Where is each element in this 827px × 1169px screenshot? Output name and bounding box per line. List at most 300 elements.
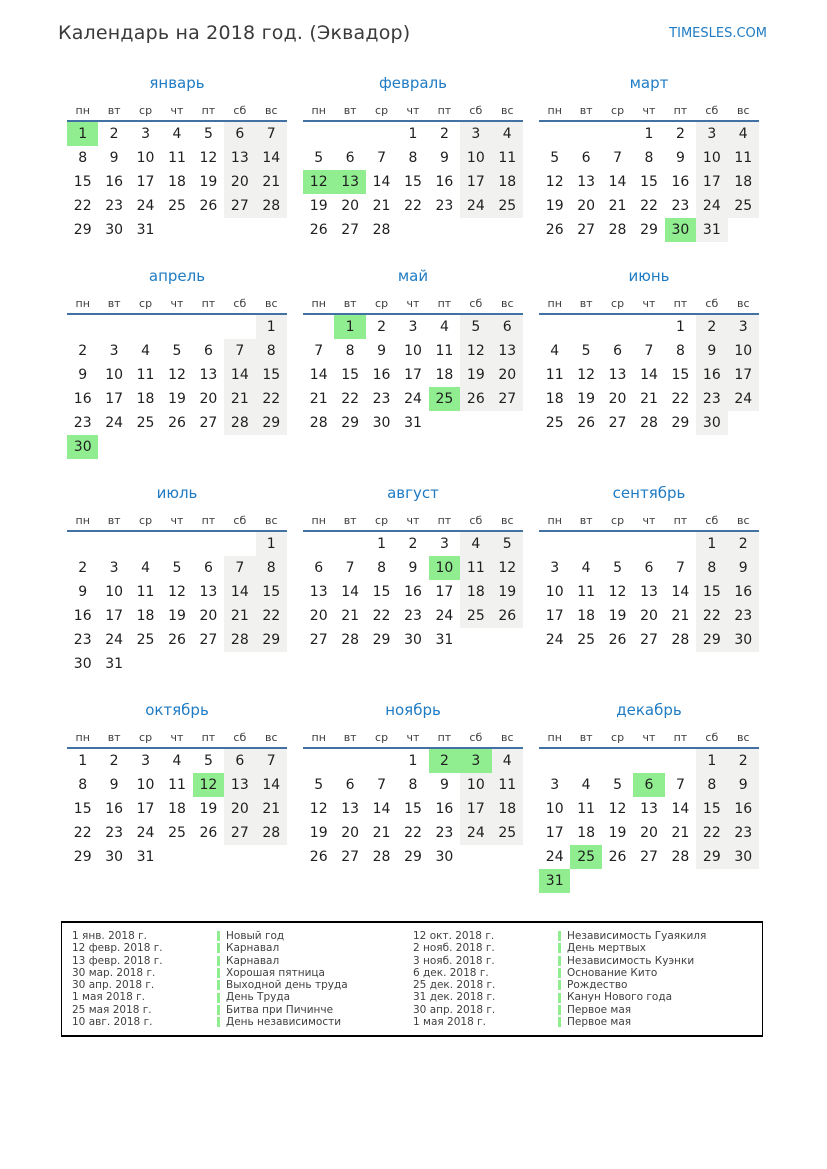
day-cell: 27 xyxy=(341,222,360,238)
empty-cell xyxy=(728,411,759,435)
legend-holiday-name xyxy=(558,967,657,979)
empty-cell xyxy=(334,531,365,556)
empty-cell xyxy=(492,411,523,435)
empty-cell xyxy=(633,531,664,556)
day-cell: 23 xyxy=(671,198,690,214)
day-cell: 21 xyxy=(256,797,287,821)
day-cell: 11 xyxy=(577,584,596,600)
month-title: январь xyxy=(149,74,205,92)
day-cell: 19 xyxy=(608,825,627,841)
day-cell: 23 xyxy=(435,198,454,214)
month-block xyxy=(303,484,523,652)
day-cell: 5 xyxy=(613,560,623,576)
weekday-header: пн xyxy=(67,100,98,121)
empty-cell xyxy=(256,218,287,242)
day-cell: 7 xyxy=(377,150,387,166)
day-cell: 24 xyxy=(105,415,124,431)
weekday-header: пт xyxy=(665,293,696,314)
empty-cell xyxy=(303,531,334,556)
day-cell: 30 xyxy=(435,849,454,865)
day-cell: 8 xyxy=(644,150,654,166)
day-cell: 12 xyxy=(545,174,564,190)
holiday-marker-icon xyxy=(558,943,561,953)
day-cell: 1 xyxy=(408,753,418,769)
empty-cell xyxy=(728,869,759,893)
day-cell: 12 xyxy=(168,584,186,600)
day-cell: 28 xyxy=(608,222,627,238)
day-cell: 31 xyxy=(435,632,454,648)
empty-cell xyxy=(224,531,255,556)
day-cell: 18 xyxy=(728,170,759,194)
day-cell: 8 xyxy=(78,150,88,166)
day-cell: 6 xyxy=(203,343,213,359)
day-cell: 26 xyxy=(492,604,523,628)
day-cell: 18 xyxy=(460,580,491,604)
day-cell: 12 xyxy=(303,170,334,194)
week-row xyxy=(539,869,759,893)
weekday-header: ср xyxy=(366,510,397,531)
empty-cell xyxy=(334,748,365,773)
day-cell: 25 xyxy=(429,387,460,411)
day-cell: 12 xyxy=(492,556,523,580)
day-cell: 14 xyxy=(372,801,391,817)
day-cell: 8 xyxy=(256,339,287,363)
week-row xyxy=(539,411,759,435)
legend-column-right xyxy=(413,930,754,1028)
week-row xyxy=(303,146,523,170)
day-cell: 5 xyxy=(172,560,182,576)
day-cell: 29 xyxy=(256,628,287,652)
day-cell: 2 xyxy=(728,531,759,556)
empty-cell xyxy=(224,314,255,339)
holiday-marker-icon xyxy=(217,980,220,990)
day-cell: 18 xyxy=(492,797,523,821)
day-cell: 19 xyxy=(168,608,186,624)
day-cell: 28 xyxy=(640,415,658,431)
day-cell: 19 xyxy=(545,198,564,214)
day-cell: 14 xyxy=(372,174,391,190)
week-row xyxy=(539,121,759,146)
day-cell: 11 xyxy=(460,556,491,580)
legend-date: 12 окт. 2018 г. xyxy=(413,930,495,942)
week-row xyxy=(303,821,523,845)
legend-row xyxy=(413,967,754,979)
day-cell: 4 xyxy=(550,343,560,359)
day-cell: 7 xyxy=(613,150,623,166)
day-cell: 21 xyxy=(309,391,328,407)
empty-cell xyxy=(460,628,491,652)
day-cell: 15 xyxy=(73,174,92,190)
weekday-header: вс xyxy=(728,510,759,531)
day-cell: 31 xyxy=(105,656,124,672)
day-cell: 21 xyxy=(256,170,287,194)
holiday-marker-icon xyxy=(558,980,561,990)
week-row xyxy=(539,314,759,339)
legend-holiday-label: Рождество xyxy=(567,979,628,992)
empty-cell xyxy=(696,869,727,893)
empty-cell xyxy=(224,845,255,869)
day-cell: 31 xyxy=(539,869,570,893)
month-calendar xyxy=(303,293,523,435)
weekday-header: вс xyxy=(728,293,759,314)
week-row xyxy=(539,218,759,242)
month-calendar xyxy=(539,510,759,652)
weekday-header: чт xyxy=(633,100,664,121)
weekday-header: вт xyxy=(570,100,601,121)
weekday-header: пн xyxy=(539,727,570,748)
day-cell: 20 xyxy=(608,391,627,407)
week-row xyxy=(67,194,287,218)
day-cell: 6 xyxy=(644,560,654,576)
weekday-header: сб xyxy=(696,293,727,314)
day-cell: 10 xyxy=(136,777,155,793)
weekday-header: ср xyxy=(130,293,161,314)
week-row xyxy=(67,218,287,242)
day-cell: 12 xyxy=(608,801,627,817)
day-cell: 6 xyxy=(224,121,255,146)
week-row xyxy=(303,387,523,411)
day-cell: 4 xyxy=(581,777,591,793)
day-cell: 13 xyxy=(608,367,627,383)
day-cell: 25 xyxy=(570,845,601,869)
month-title: сентябрь xyxy=(612,484,686,502)
day-cell: 14 xyxy=(309,367,328,383)
day-cell: 8 xyxy=(696,773,727,797)
week-row xyxy=(539,821,759,845)
day-cell: 18 xyxy=(168,801,186,817)
legend-holiday-label: Выходной день труда xyxy=(226,979,348,992)
legend-row xyxy=(72,1004,413,1016)
empty-cell xyxy=(224,218,255,242)
legend-holiday-name xyxy=(217,930,284,942)
day-cell: 27 xyxy=(199,415,218,431)
day-cell: 5 xyxy=(613,777,623,793)
day-cell: 8 xyxy=(256,556,287,580)
day-cell: 30 xyxy=(696,411,727,435)
day-cell: 23 xyxy=(696,387,727,411)
week-row xyxy=(303,194,523,218)
day-cell: 6 xyxy=(345,777,355,793)
week-row xyxy=(539,797,759,821)
day-cell: 22 xyxy=(671,391,690,407)
month-block xyxy=(303,74,523,242)
day-cell: 23 xyxy=(105,198,124,214)
day-cell: 30 xyxy=(372,415,391,431)
week-row xyxy=(303,170,523,194)
legend-date: 3 нояб. 2018 г. xyxy=(413,954,495,967)
week-row xyxy=(303,604,523,628)
month-block xyxy=(67,484,287,676)
day-cell: 6 xyxy=(203,560,213,576)
day-cell: 9 xyxy=(728,556,759,580)
day-cell: 21 xyxy=(608,198,627,214)
day-cell: 16 xyxy=(696,363,727,387)
weekday-header: чт xyxy=(633,293,664,314)
holiday-marker-icon xyxy=(217,968,220,978)
legend-holiday-label: Хорошая пятница xyxy=(226,966,325,979)
day-cell: 6 xyxy=(581,150,591,166)
month-block xyxy=(539,701,759,893)
day-cell: 25 xyxy=(136,632,155,648)
week-row xyxy=(67,387,287,411)
day-cell: 3 xyxy=(550,777,560,793)
day-cell: 24 xyxy=(404,391,422,407)
weekday-header: вт xyxy=(334,100,365,121)
day-cell: 28 xyxy=(256,194,287,218)
day-cell: 24 xyxy=(728,387,759,411)
legend-date: 30 мар. 2018 г. xyxy=(72,966,156,979)
day-cell: 8 xyxy=(408,150,418,166)
day-cell: 25 xyxy=(492,821,523,845)
day-cell: 14 xyxy=(608,174,627,190)
day-cell: 19 xyxy=(199,174,218,190)
holidays-legend xyxy=(61,921,763,1037)
weekday-header: сб xyxy=(224,727,255,748)
day-cell: 2 xyxy=(109,753,119,769)
day-cell: 15 xyxy=(372,584,391,600)
day-cell: 5 xyxy=(314,777,324,793)
legend-holiday-label: Карнавал xyxy=(226,954,280,967)
day-cell: 4 xyxy=(492,121,523,146)
day-cell: 30 xyxy=(105,849,124,865)
day-cell: 4 xyxy=(439,319,449,335)
day-cell: 5 xyxy=(203,753,213,769)
day-cell: 17 xyxy=(105,608,124,624)
holiday-marker-icon xyxy=(217,931,220,941)
day-cell: 7 xyxy=(314,343,324,359)
legend-row xyxy=(413,942,754,954)
weekday-header: сб xyxy=(696,727,727,748)
empty-cell xyxy=(303,121,334,146)
day-cell: 9 xyxy=(78,584,88,600)
empty-cell xyxy=(98,531,129,556)
weekday-header: пт xyxy=(193,510,224,531)
day-cell: 5 xyxy=(581,343,591,359)
day-cell: 27 xyxy=(608,415,627,431)
day-cell: 11 xyxy=(577,801,596,817)
legend-date: 25 мая 2018 г. xyxy=(72,1003,152,1016)
legend-holiday-name xyxy=(558,1016,631,1028)
day-cell: 26 xyxy=(168,632,186,648)
weekday-header: вс xyxy=(256,727,287,748)
weekday-header: пн xyxy=(303,293,334,314)
weekday-header: чт xyxy=(161,510,192,531)
weekday-header: вс xyxy=(256,293,287,314)
empty-cell xyxy=(130,531,161,556)
month-block xyxy=(67,74,287,242)
weekday-header: сб xyxy=(224,510,255,531)
day-cell: 11 xyxy=(728,146,759,170)
legend-date: 13 февр. 2018 г. xyxy=(72,954,163,967)
legend-holiday-label: Первое мая xyxy=(567,1003,632,1016)
day-cell: 18 xyxy=(168,174,186,190)
day-cell: 20 xyxy=(640,825,658,841)
day-cell: 19 xyxy=(309,198,328,214)
holiday-marker-icon xyxy=(217,943,220,953)
legend-holiday-label: День мертвых xyxy=(567,942,646,955)
legend-holiday-label: Битва при Пичинче xyxy=(226,1003,334,1016)
week-row xyxy=(67,773,287,797)
day-cell: 16 xyxy=(105,801,124,817)
legend-holiday-label: Первое мая xyxy=(567,1016,632,1029)
day-cell: 9 xyxy=(439,150,449,166)
day-cell: 13 xyxy=(492,339,523,363)
week-row xyxy=(303,845,523,869)
day-cell: 10 xyxy=(460,773,491,797)
day-cell: 31 xyxy=(136,849,155,865)
week-row xyxy=(539,845,759,869)
weekday-header: сб xyxy=(224,293,255,314)
day-cell: 19 xyxy=(460,363,491,387)
day-cell: 5 xyxy=(172,343,182,359)
day-cell: 20 xyxy=(341,198,360,214)
day-cell: 4 xyxy=(492,748,523,773)
empty-cell xyxy=(539,314,570,339)
legend-holiday-name xyxy=(558,979,627,991)
weekday-header: ср xyxy=(366,727,397,748)
day-cell: 14 xyxy=(256,146,287,170)
week-row xyxy=(67,363,287,387)
day-cell: 20 xyxy=(199,391,218,407)
day-cell: 28 xyxy=(671,849,690,865)
day-cell: 20 xyxy=(224,170,255,194)
day-cell: 9 xyxy=(408,560,418,576)
day-cell: 23 xyxy=(73,632,92,648)
legend-column-left xyxy=(72,930,413,1028)
day-cell: 13 xyxy=(199,584,218,600)
weekday-header: сб xyxy=(460,293,491,314)
day-cell: 23 xyxy=(372,391,391,407)
day-cell: 15 xyxy=(256,363,287,387)
empty-cell xyxy=(161,314,192,339)
day-cell: 16 xyxy=(671,174,690,190)
day-cell: 14 xyxy=(640,367,658,383)
day-cell: 12 xyxy=(577,367,596,383)
week-row xyxy=(67,797,287,821)
day-cell: 14 xyxy=(224,580,255,604)
day-cell: 10 xyxy=(136,150,155,166)
day-cell: 6 xyxy=(613,343,623,359)
empty-cell xyxy=(334,121,365,146)
day-cell: 7 xyxy=(675,777,685,793)
empty-cell xyxy=(256,652,287,676)
weekday-header: пт xyxy=(193,727,224,748)
day-cell: 11 xyxy=(168,777,186,793)
day-cell: 22 xyxy=(256,387,287,411)
day-cell: 21 xyxy=(224,604,255,628)
day-cell: 26 xyxy=(577,415,596,431)
day-cell: 29 xyxy=(73,849,92,865)
week-row xyxy=(303,628,523,652)
day-cell: 28 xyxy=(671,632,690,648)
day-cell: 1 xyxy=(644,126,654,142)
holiday-marker-icon xyxy=(558,956,561,966)
week-row xyxy=(539,628,759,652)
site-link[interactable]: TIMESLES.COM xyxy=(669,26,767,41)
empty-cell xyxy=(539,121,570,146)
day-cell: 1 xyxy=(256,531,287,556)
day-cell: 21 xyxy=(224,387,255,411)
day-cell: 8 xyxy=(78,777,88,793)
day-cell: 29 xyxy=(256,411,287,435)
holiday-marker-icon xyxy=(558,1005,561,1015)
empty-cell xyxy=(460,845,491,869)
weekday-header: вс xyxy=(492,727,523,748)
weekday-header: вт xyxy=(334,293,365,314)
day-cell: 28 xyxy=(341,632,360,648)
day-cell: 21 xyxy=(372,825,391,841)
day-cell: 26 xyxy=(309,849,328,865)
day-cell: 17 xyxy=(460,797,491,821)
day-cell: 8 xyxy=(377,560,387,576)
day-cell: 15 xyxy=(73,801,92,817)
month-title: февраль xyxy=(378,74,448,92)
week-row xyxy=(67,556,287,580)
week-row xyxy=(67,170,287,194)
holiday-marker-icon xyxy=(217,1005,220,1015)
day-cell: 24 xyxy=(460,821,491,845)
week-row xyxy=(539,387,759,411)
day-cell: 24 xyxy=(136,825,155,841)
empty-cell xyxy=(602,314,633,339)
legend-date: 25 дек. 2018 г. xyxy=(413,979,496,992)
day-cell: 17 xyxy=(696,170,727,194)
empty-cell xyxy=(193,652,224,676)
day-cell: 22 xyxy=(73,198,92,214)
day-cell: 7 xyxy=(256,121,287,146)
day-cell: 6 xyxy=(224,748,255,773)
day-cell: 25 xyxy=(728,194,759,218)
day-cell: 10 xyxy=(545,801,564,817)
week-row xyxy=(539,556,759,580)
legend-date: 2 нояб. 2018 г. xyxy=(413,942,495,955)
day-cell: 27 xyxy=(224,821,255,845)
month-title: июнь xyxy=(628,267,670,285)
month-calendar xyxy=(303,100,523,242)
weekday-header: сб xyxy=(460,100,491,121)
holiday-marker-icon xyxy=(558,993,561,1003)
week-row xyxy=(67,411,287,435)
day-cell: 30 xyxy=(665,218,696,242)
day-cell: 18 xyxy=(577,825,596,841)
empty-cell xyxy=(256,435,287,459)
day-cell: 12 xyxy=(608,584,627,600)
day-cell: 18 xyxy=(577,608,596,624)
empty-cell xyxy=(728,218,759,242)
empty-cell xyxy=(366,121,397,146)
day-cell: 8 xyxy=(345,343,355,359)
week-row xyxy=(67,121,287,146)
empty-cell xyxy=(602,531,633,556)
legend-row xyxy=(72,1016,413,1028)
day-cell: 7 xyxy=(345,560,355,576)
holiday-marker-icon xyxy=(217,956,220,966)
day-cell: 24 xyxy=(105,632,124,648)
week-row xyxy=(303,556,523,580)
day-cell: 20 xyxy=(341,825,360,841)
day-cell: 22 xyxy=(696,604,727,628)
legend-row xyxy=(413,979,754,991)
empty-cell xyxy=(193,435,224,459)
day-cell: 30 xyxy=(728,845,759,869)
day-cell: 24 xyxy=(435,608,454,624)
day-cell: 6 xyxy=(633,773,664,797)
month-block xyxy=(539,267,759,435)
empty-cell xyxy=(161,531,192,556)
legend-holiday-label: Карнавал xyxy=(226,942,280,955)
day-cell: 27 xyxy=(224,194,255,218)
day-cell: 9 xyxy=(78,367,88,383)
